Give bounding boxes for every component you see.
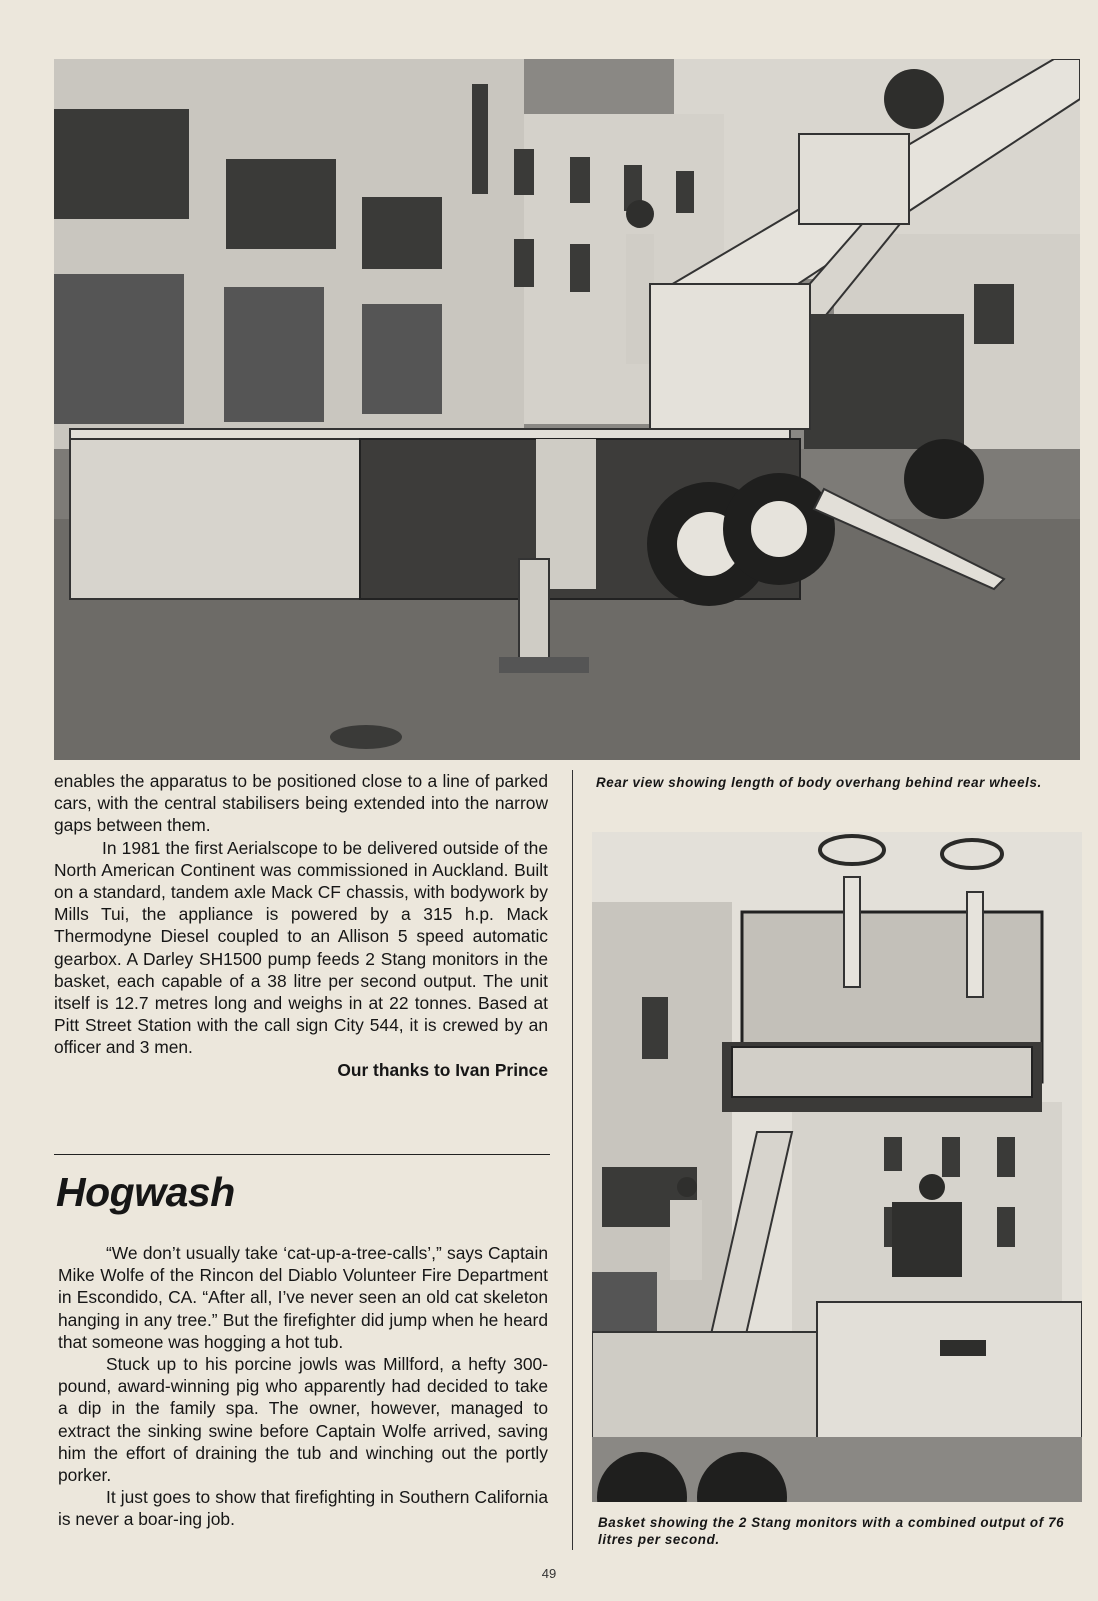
article-paragraph: In 1981 the first Aerialscope to be delivered outside of the North American Continent was commissioned in Auckland. Built on a standard, tandem axle Mack CF chassis, with bodywork by Mills Tui, the appliance is powered by a 315 h.p. Mack Thermodyne Diesel coupled to an Allison 5 speed automatic gearbox. A Darley SH1500 pump feeds 2 Stang monitors in the basket, each capable of a 38 litre per second output. The unit itself is 12.7 metres long and weighs in at 22 tonnes. Based at Pitt Street Station with the call sign City 544, it is crewed by an officer and 3 men.	[54, 837, 548, 1058]
fire-appliance-illustration	[54, 59, 1080, 760]
article-paragraph: Stuck up to his porcine jowls was Millford, a hefty 300-pound, award-winning pig who apparently had decided to take a dip in the family spa. The owner, however, managed to extract the sinking swine before Captain Wolfe arrived, saving him the effort of draining the tub and winching out the portly porker.	[58, 1354, 548, 1486]
basket-photo-caption: Basket showing the 2 Stang monitors with a combined output of 76 litres per second.	[598, 1515, 1065, 1547]
acknowledgement: Our thanks to Ivan Prince	[337, 1059, 548, 1080]
hogwash-article-body	[58, 1242, 548, 1531]
fire-appliance-photo	[54, 59, 1080, 760]
article-continuation	[54, 770, 548, 1081]
article-paragraph: It just goes to show that firefighting in Southern California is never a boar-ing job.	[58, 1487, 548, 1530]
section-divider	[54, 1154, 550, 1155]
basket-illustration	[592, 832, 1082, 1502]
page-number: 49	[541, 1566, 557, 1581]
top-photo-caption: Rear view showing length of body overhang behind rear wheels.	[596, 775, 1042, 790]
article-paragraph: “We don’t usually take ‘cat-up-a-tree-calls’,” says Captain Mike Wolfe of the Rincon del Diablo Volunteer Fire Department in Escondido, CA. “After all, I’ve never seen an old cat skeleton hanging in any tree.” But the firefighter did jump when he heard that someone was hogging a hot tub.	[58, 1243, 548, 1352]
article-paragraph: enables the apparatus to be positioned close to a line of parked cars, with the central stabilisers being extended into the narrow gaps between them.	[54, 771, 548, 836]
column-divider	[572, 770, 573, 1550]
article-title: Hogwash	[56, 1169, 235, 1215]
basket-photo	[592, 832, 1082, 1502]
